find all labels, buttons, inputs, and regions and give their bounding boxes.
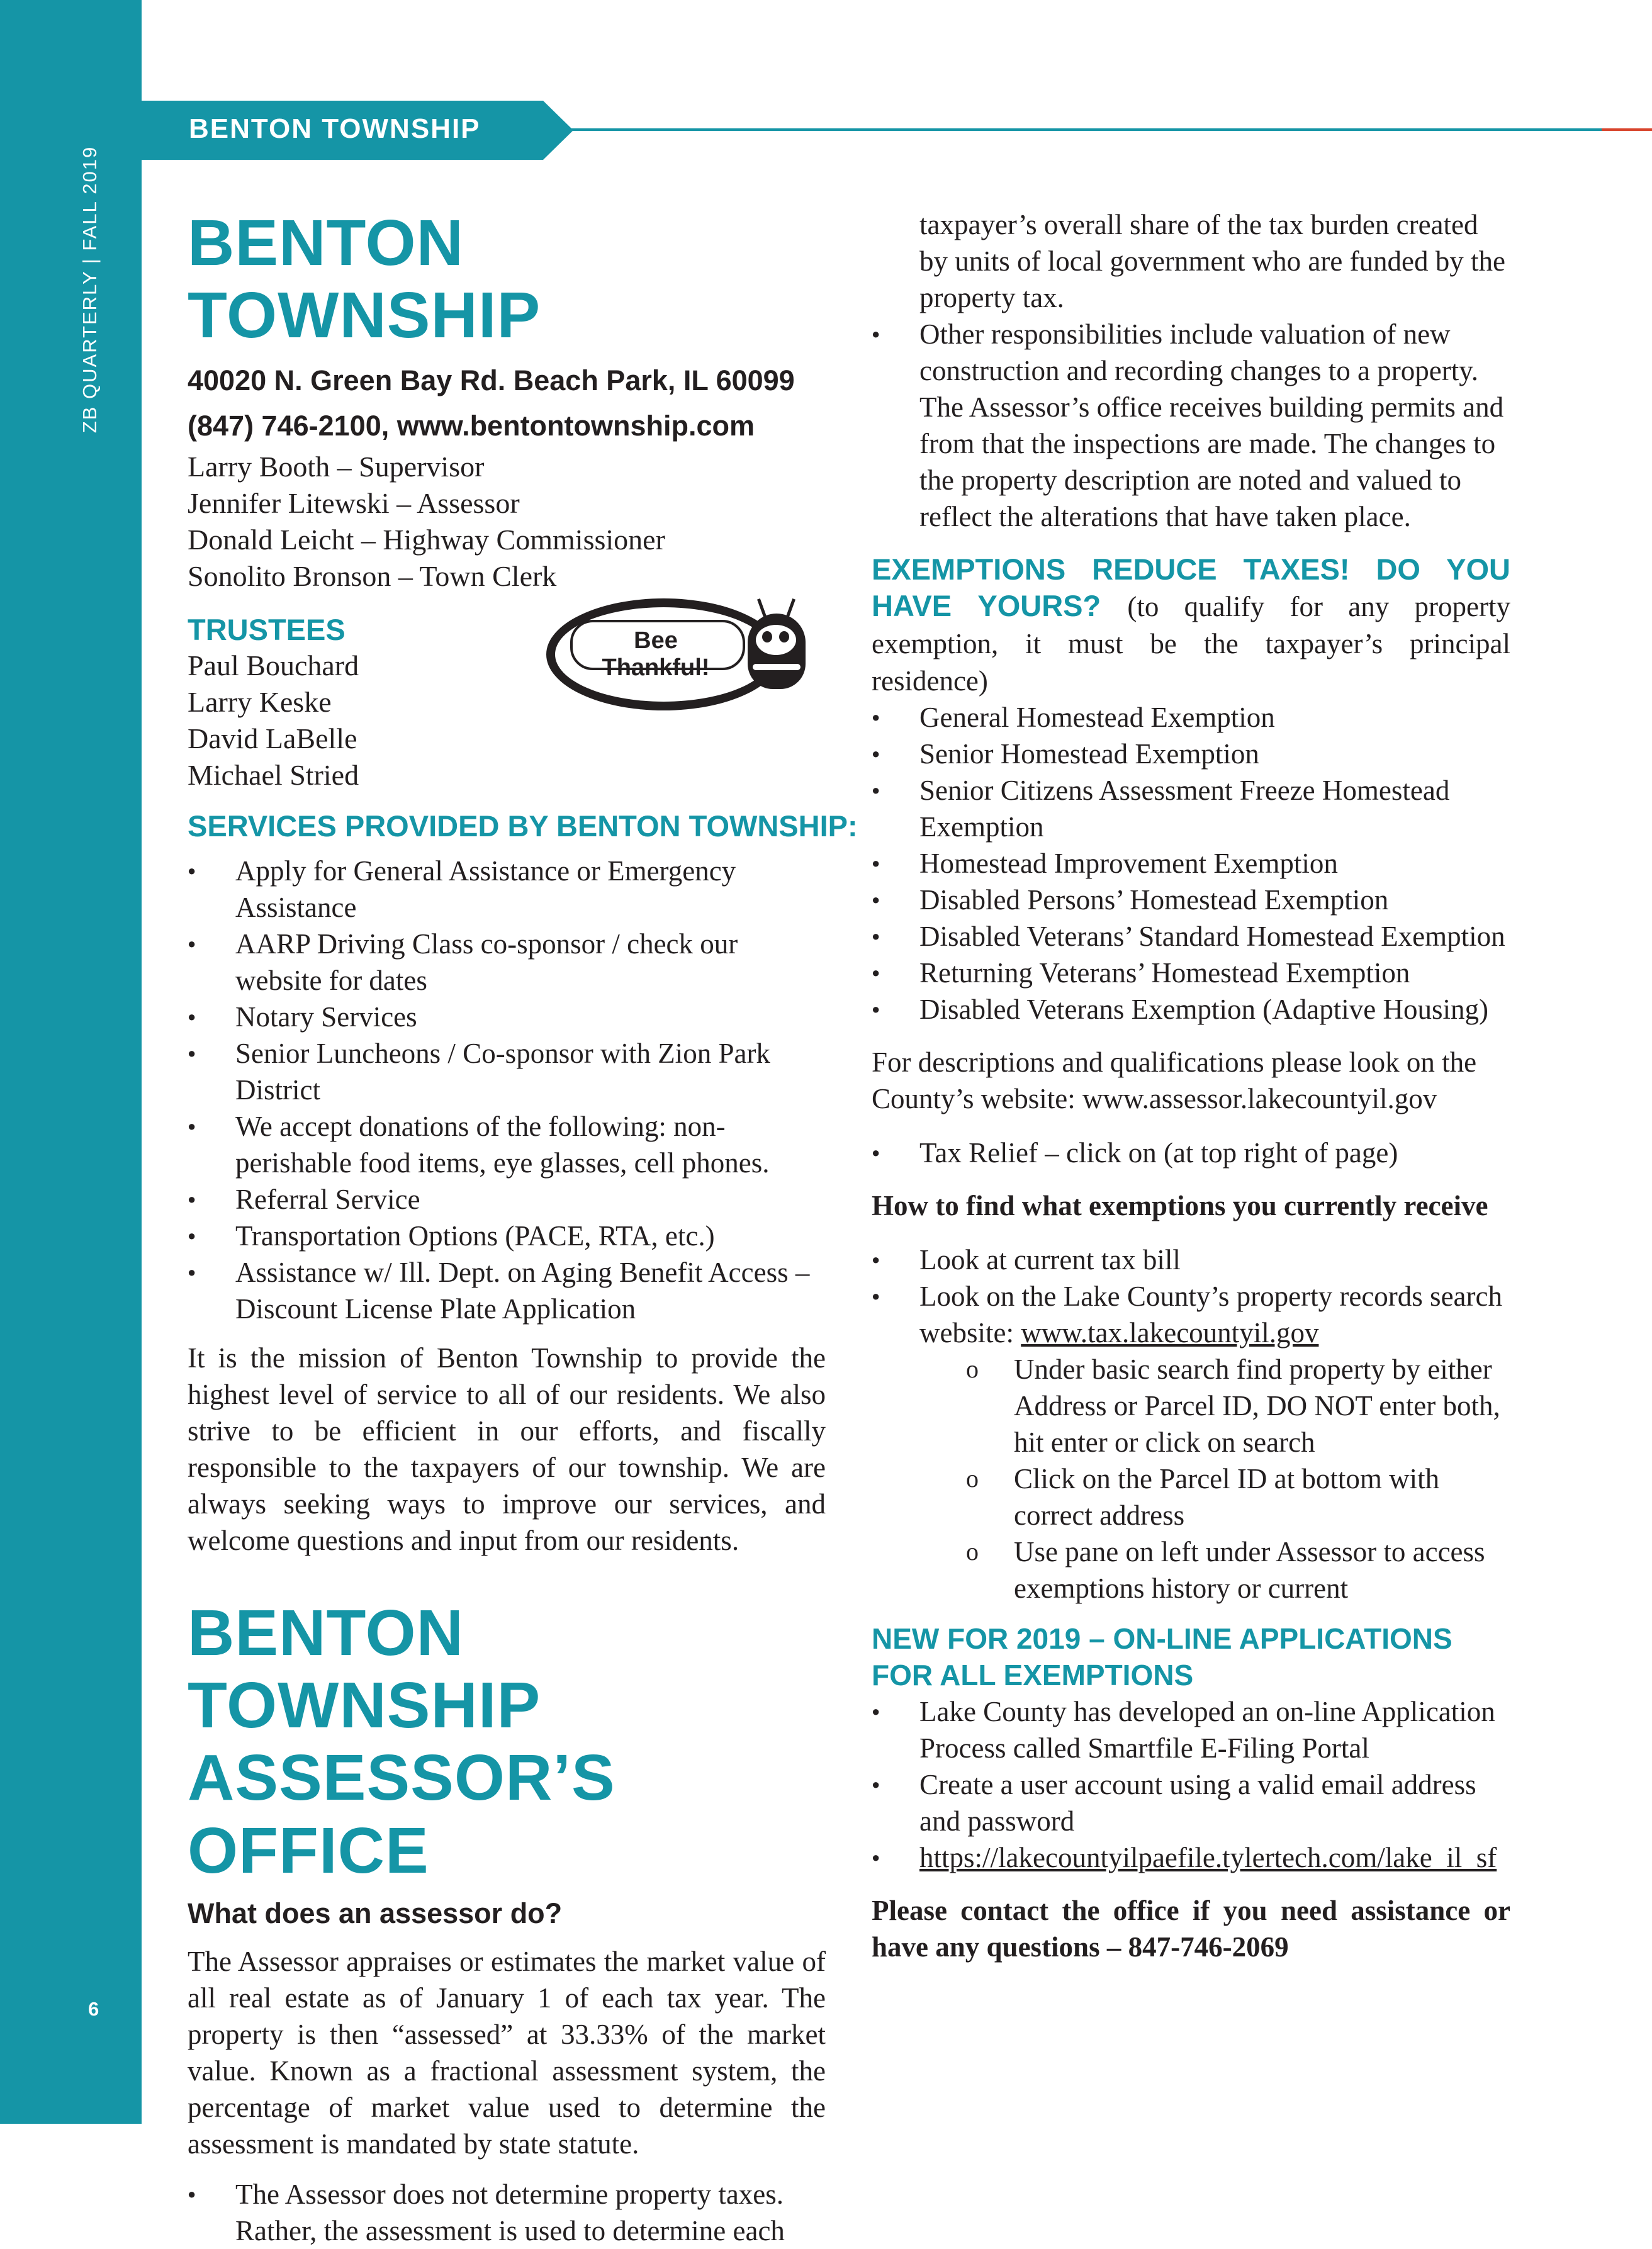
list-item: ● Senior Luncheons / Co-sponsor with Zion Park District xyxy=(188,1035,826,1108)
official-highway-commissioner: Donald Leicht – Highway Commissioner xyxy=(188,523,665,556)
list-item: ● Transportation Options (PACE, RTA, etc.) xyxy=(188,1218,826,1254)
find-heading: How to find what exemptions you currently receive xyxy=(872,1190,1488,1221)
logo-text: Bee Thankful! xyxy=(602,627,710,681)
trustee-name: Michael Stried xyxy=(188,758,359,791)
find-list xyxy=(872,1242,1510,1607)
publication-label: ZB QUARTERLY | FALL 2019 xyxy=(79,145,101,434)
list-item: ● Look on the Lake County’s property records search website: www.tax.lakecountyil.gov o Under basic search find property by either Address or Parcel ID, DO NOT enter both, hit enter or click on search o Click on the Parcel ID at bottom with correct address o Use pane on left under Assessor to access exemptions history or current xyxy=(872,1278,1510,1607)
left-column xyxy=(188,206,858,2249)
list-item: ● The Assessor does not determine property taxes. Rather, the assessment is used to determine each xyxy=(188,2176,826,2249)
services-list xyxy=(188,853,826,1327)
trustee-name: Paul Bouchard xyxy=(188,649,359,681)
list-item: ● Referral Service xyxy=(188,1181,826,1218)
list-item xyxy=(872,1839,1510,1876)
section-banner-label: BENTON TOWNSHIP xyxy=(189,113,481,144)
list-item: ● Other responsibilities include valuation of new construction and recording changes to a property. The Assessor’s office receives building permits and from that the inspections are made. The changes to the property description are noted and valued to reflect the alterations that have taken place. xyxy=(872,316,1510,535)
list-item: ● Disabled Persons’ Homestead Exemption xyxy=(872,882,1510,918)
exemptions-list xyxy=(872,699,1510,1028)
trustee-name: Larry Keske xyxy=(188,685,332,718)
new-2019-heading: NEW FOR 2019 – ON-LINE APPLICATIONS FOR ALL EXEMPTIONS xyxy=(872,1622,1453,1691)
sub-list-item: o Under basic search find property by either Address or Parcel ID, DO NOT enter both, hit enter or click on search xyxy=(919,1351,1510,1461)
tax-relief-list xyxy=(872,1135,1510,1171)
list-item-continuation: taxpayer’s overall share of the tax burden created by units of local government who are funded by the property tax. xyxy=(919,209,1506,313)
tax-search-link[interactable]: www.tax.lakecountyil.gov xyxy=(1021,1317,1319,1349)
township-address: 40020 N. Green Bay Rd. Beach Park, IL 60099 xyxy=(188,364,795,396)
trustee-name: David LaBelle xyxy=(188,722,357,754)
list-item: ● Returning Veterans’ Homestead Exemption xyxy=(872,955,1510,991)
list-item: ● Disabled Veterans’ Standard Homestead Exemption xyxy=(872,918,1510,955)
efile-portal-link[interactable]: https://lakecountyilpaefile.tylertech.com/lake_il_sf xyxy=(919,1842,1497,1873)
trustees-heading: TRUSTEES xyxy=(188,612,346,646)
exemptions-note: (to qualify for any property exemption, it must be the taxpayer’s principal residence) xyxy=(872,591,1511,697)
list-item: ● Lake County has developed an on-line Application Process called Smartfile E-Filing Portal xyxy=(872,1693,1510,1766)
list-item: ● AARP Driving Class co-sponsor / check our website for dates xyxy=(188,926,826,999)
list-item: ● General Homestead Exemption xyxy=(872,699,1510,736)
list-item: ● Senior Homestead Exemption xyxy=(872,736,1510,772)
exemptions-descriptions: For descriptions and qualifications please look on the County’s website: www.assessor.lakecountyil.gov xyxy=(872,1046,1477,1114)
new-2019-list xyxy=(872,1693,1510,1876)
township-title: BENTON TOWNSHIP xyxy=(188,206,541,352)
list-item: ● We accept donations of the following: non-perishable food items, eye glasses, cell phones. xyxy=(188,1108,826,1181)
find-sublist xyxy=(919,1351,1510,1607)
header-rule xyxy=(570,128,1602,131)
assessor-title-line2: ASSESSOR’S OFFICE xyxy=(188,1741,615,1887)
page-number: 6 xyxy=(88,1998,99,2020)
township-contact: (847) 746-2100, www.bentontownship.com xyxy=(188,409,755,442)
official-town-clerk: Sonolito Bronson – Town Clerk xyxy=(188,559,557,592)
sidebar xyxy=(0,0,142,2124)
assessor-intro: The Assessor appraises or estimates the market value of all real estate as of January 1 of each tax year. The property is then “assessed” at 33.33% of the market value. Known as a fractional assessment system, the percentage of market value used to determine the assessment is mandated by state statute. xyxy=(188,1946,826,2160)
right-column xyxy=(872,206,1510,1965)
official-supervisor: Larry Booth – Supervisor xyxy=(188,450,485,483)
list-item: ● Senior Citizens Assessment Freeze Homestead Exemption xyxy=(872,772,1510,845)
assessor-list xyxy=(188,2176,826,2249)
list-item: ● Homestead Improvement Exemption xyxy=(872,845,1510,882)
list-item: ● Disabled Veterans Exemption (Adaptive Housing) xyxy=(872,991,1510,1028)
assessor-question: What does an assessor do? xyxy=(188,1897,563,1930)
bee-thankful-logo xyxy=(546,590,814,706)
header-rule-accent xyxy=(1602,128,1652,131)
official-assessor: Jennifer Litewski – Assessor xyxy=(188,486,520,519)
services-heading: SERVICES PROVIDED BY BENTON TOWNSHIP: xyxy=(188,809,858,843)
list-item: ● Look at current tax bill xyxy=(872,1242,1510,1278)
exemptions-heading: EXEMPTIONS REDUCE TAXES! DO YOU HAVE YOURS? (to qualify for any property exemption, it must be the taxpayer’s principal residence) xyxy=(872,552,1511,697)
list-item: ● Create a user account using a valid email address and password xyxy=(872,1766,1510,1839)
assessor-list-continued xyxy=(872,206,1510,535)
list-item: ● Assistance w/ Ill. Dept. on Aging Benefit Access – Discount License Plate Application xyxy=(188,1254,826,1327)
list-item: ● Tax Relief – click on (at top right of page) xyxy=(872,1135,1510,1171)
list-item: ● Notary Services xyxy=(188,999,826,1035)
mission-statement: It is the mission of Benton Township to provide the highest level of service to all of our residents. We also strive to be efficient in our efforts, and fiscally responsible to the taxpayers of our township. We are always seeking ways to improve our services, and welcome questions and input from our residents. xyxy=(188,1342,826,1556)
list-item: ● Apply for General Assistance or Emergency Assistance xyxy=(188,853,826,926)
assessor-title-line1: BENTON TOWNSHIP xyxy=(188,1596,541,1742)
sub-list-item: o Use pane on left under Assessor to access exemptions history or current xyxy=(919,1534,1510,1607)
sub-list-item: o Click on the Parcel ID at bottom with correct address xyxy=(919,1461,1510,1534)
contact-note: Please contact the office if you need assistance or have any questions – 847-746-2069 xyxy=(872,1895,1510,1963)
